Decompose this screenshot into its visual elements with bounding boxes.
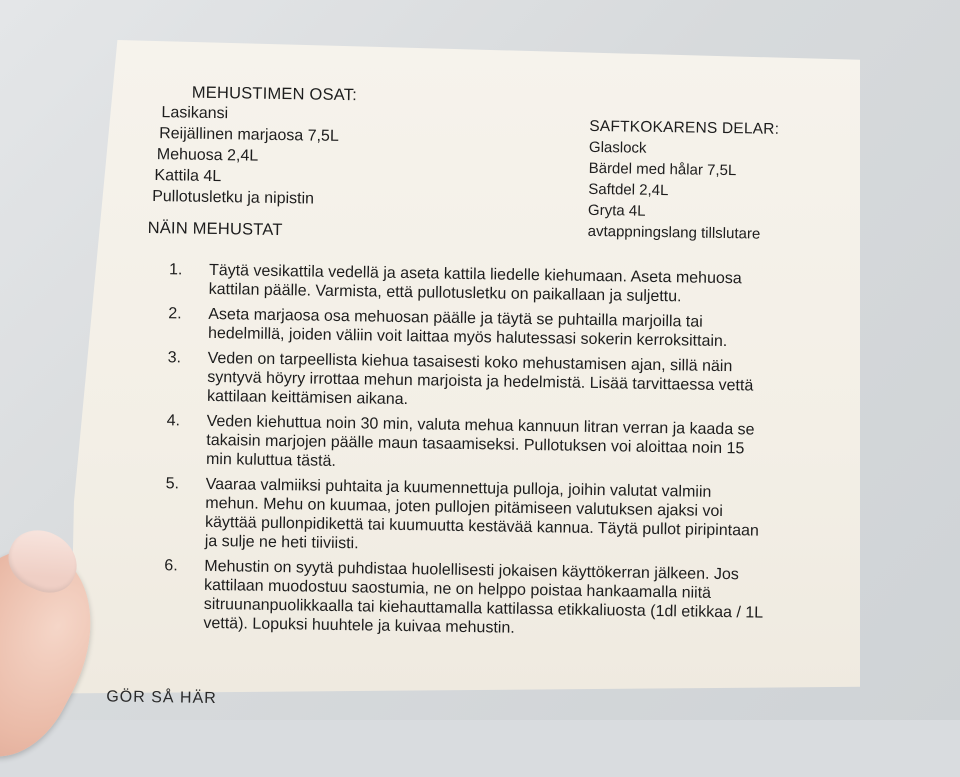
- instruction-step: [165, 474, 766, 559]
- cut-off-heading: [106, 687, 217, 696]
- step-text: Veden on tarpeellista kiehua tasaisesti koko mehustamisen ajan, sillä näin syntyvä höyry irrottaa mehun marjoista ja hedelmistä. Lisää tarvittaessa vettä kattilaan keittämisen aikana.: [206, 349, 754, 409]
- step-number: 3.: [167, 349, 182, 367]
- parts-list-finnish: [152, 82, 434, 211]
- list-item: Pullotusletku ja nipistin: [152, 188, 315, 208]
- step-text: Aseta marjaosa osa mehuosan päälle ja täytä se puhtailla marjoilla tai hedelmillä, joiden väliin voit laittaa myös halutessasi sokerin kerroksittain.: [207, 305, 728, 351]
- parts-title-swedish: SAFTKOKARENS DELAR:: [589, 117, 780, 138]
- instruction-steps: [163, 260, 769, 647]
- instructions-title: NÄIN MEHUSTAT: [147, 218, 283, 240]
- instruction-step: [166, 411, 767, 477]
- step-number: 1.: [168, 261, 183, 279]
- list-item: Glaslock: [588, 138, 647, 157]
- instruction-step: [169, 260, 770, 307]
- list-item: Lasikansi: [161, 104, 229, 123]
- instruction-step: [168, 304, 769, 351]
- instruction-step: [167, 348, 768, 414]
- parts-title-finnish: MEHUSTIMEN OSAT:: [191, 83, 358, 105]
- parts-items-swedish: [588, 137, 820, 246]
- list-item: Reijällinen marjaosa 7,5L: [159, 125, 339, 145]
- step-number: 5.: [165, 475, 180, 493]
- list-item: avtappningslang tillslutare: [587, 222, 761, 243]
- step-text: Mehustin on syytä puhdistaa huolellisesti jokaisen käyttökerran jälkeen. Jos kattilaan muodostuu saostumia, ne on helppo poistaa hankaamalla niitä sitruunanpuolikkaalla tai kiehauttamalla kattilassa etikkaliuosta (1dl etikkaa / 1L vettä). Lopuksi huuhtele ja kuivaa mehustin.: [203, 557, 763, 637]
- list-item: Saftdel 2,4L: [588, 180, 669, 200]
- step-text: Vaaraa valmiiksi puhtaita ja kuumennettuja pulloja, joihin valutat valmiin mehun. Mehu on kuumaa, joten pullojen pitämiseen valutuksen ajaksi voi käyttää pullonpidikettä tai kuumuutta kestävää kannua. Täytä pullot piripintaan ja sulje ne heti tiiviisti.: [204, 475, 759, 553]
- instruction-step: [163, 556, 764, 641]
- list-item: Bärdel med hålar 7,5L: [588, 159, 737, 180]
- list-item: Kattila 4L: [154, 167, 222, 186]
- step-text: Täytä vesikattila vedellä ja aseta kattila liedelle kiehumaan. Aseta mehuosa kattilan päälle. Varmista, että pullotusletku on paikallaan ja suljettu.: [208, 261, 742, 306]
- step-number: 2.: [168, 305, 182, 323]
- list-item: Mehuosa 2,4L: [156, 146, 259, 165]
- parts-items-finnish: [152, 102, 434, 211]
- list-item: Gryta 4L: [587, 201, 646, 220]
- parts-list-swedish: [588, 117, 820, 246]
- step-text: Veden kiehuttua noin 30 min, valuta mehua kannuun litran verran ja kaada se takaisin marjojen päälle maun tasaamiseksi. Pullotuksen voi aloittaa noin 15 min kuluttua tästä.: [205, 412, 755, 470]
- step-number: 4.: [166, 412, 181, 430]
- step-number: 6.: [164, 557, 178, 575]
